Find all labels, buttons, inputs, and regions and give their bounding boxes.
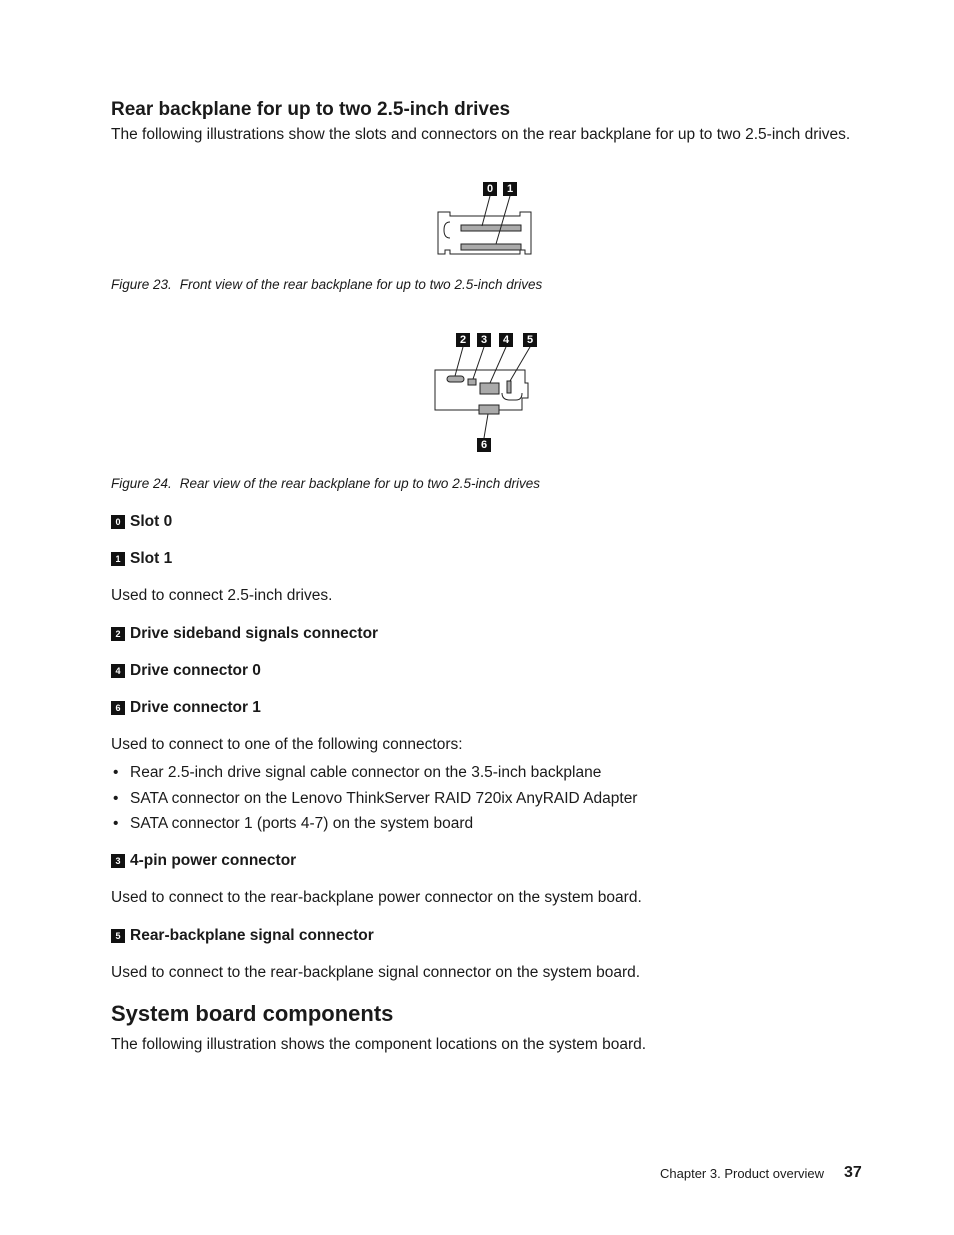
item-label: Slot 0	[130, 513, 173, 530]
item-slot-1	[111, 550, 172, 568]
figure-24-number: Figure 24.	[111, 476, 172, 491]
item-label: Drive connector 1	[130, 699, 261, 716]
figure-24-text: Rear view of the rear backplane for up to two 2.5-inch drives	[179, 476, 540, 491]
figure-23-caption	[111, 277, 542, 292]
callout-4: 4	[499, 333, 513, 347]
item-slot-0	[111, 513, 172, 531]
callout-6: 6	[477, 438, 491, 452]
section-intro: The following illustrations show the slots and connectors on the rear backplane for up to two 2.5-inch drives.	[111, 126, 851, 143]
section-title: Rear backplane for up to two 2.5-inch drives	[111, 99, 511, 120]
item-label: Rear-backplane signal connector	[130, 927, 374, 944]
drive-connectors-description: Used to connect to one of the following connectors:	[111, 736, 463, 753]
item-badge: 6	[111, 701, 125, 715]
list-item: • SATA connector 1 (ports 4-7) on the system board	[111, 815, 637, 841]
item-label: Slot 1	[130, 550, 173, 567]
item-label: 4-pin power connector	[130, 852, 297, 869]
item-badge: 3	[111, 854, 125, 868]
rear-backplane-rear-drawing	[430, 330, 540, 455]
slot-1-shape	[461, 244, 521, 250]
item-sideband-connector	[111, 625, 378, 643]
callout-5: 5	[523, 333, 537, 347]
figure-23-illustration	[430, 180, 540, 260]
list-item: • SATA connector on the Lenovo ThinkServer RAID 720ix AnyRAID Adapter	[111, 790, 637, 816]
item-badge: 5	[111, 929, 125, 943]
figure-24-illustration	[430, 330, 540, 455]
item-badge: 4	[111, 664, 125, 678]
item-signal-connector	[111, 927, 374, 945]
callout-2: 2	[456, 333, 470, 347]
page-number: 37	[844, 1164, 862, 1181]
item-drive-connector-0	[111, 662, 261, 680]
callout-3: 3	[477, 333, 491, 347]
item-power-connector	[111, 852, 296, 870]
item-label: Drive connector 0	[130, 662, 261, 679]
item-label: Drive sideband signals connector	[130, 625, 379, 642]
item-drive-connector-1	[111, 699, 261, 717]
connector-bullet-list	[111, 764, 637, 841]
figure-24-caption	[111, 476, 540, 491]
system-board-title: System board components	[111, 1001, 394, 1026]
system-board-intro: The following illustration shows the component locations on the system board.	[111, 1036, 647, 1053]
figure-23-text: Front view of the rear backplane for up to two 2.5-inch drives	[179, 277, 543, 292]
item-badge: 1	[111, 552, 125, 566]
slots-description: Used to connect 2.5-inch drives.	[111, 587, 333, 604]
rear-backplane-front-drawing	[430, 180, 540, 260]
item-badge: 0	[111, 515, 125, 529]
power-description: Used to connect to the rear-backplane power connector on the system board.	[111, 889, 642, 906]
footer-chapter: Chapter 3. Product overview	[660, 1166, 825, 1181]
item-badge: 2	[111, 627, 125, 641]
figure-23-number: Figure 23.	[111, 277, 172, 292]
slot-0-shape	[461, 225, 521, 231]
list-item: • Rear 2.5-inch drive signal cable connector on the 3.5-inch backplane	[111, 764, 637, 790]
callout-1: 1	[503, 182, 517, 196]
signal-description: Used to connect to the rear-backplane signal connector on the system board.	[111, 964, 641, 981]
callout-0: 0	[483, 182, 497, 196]
